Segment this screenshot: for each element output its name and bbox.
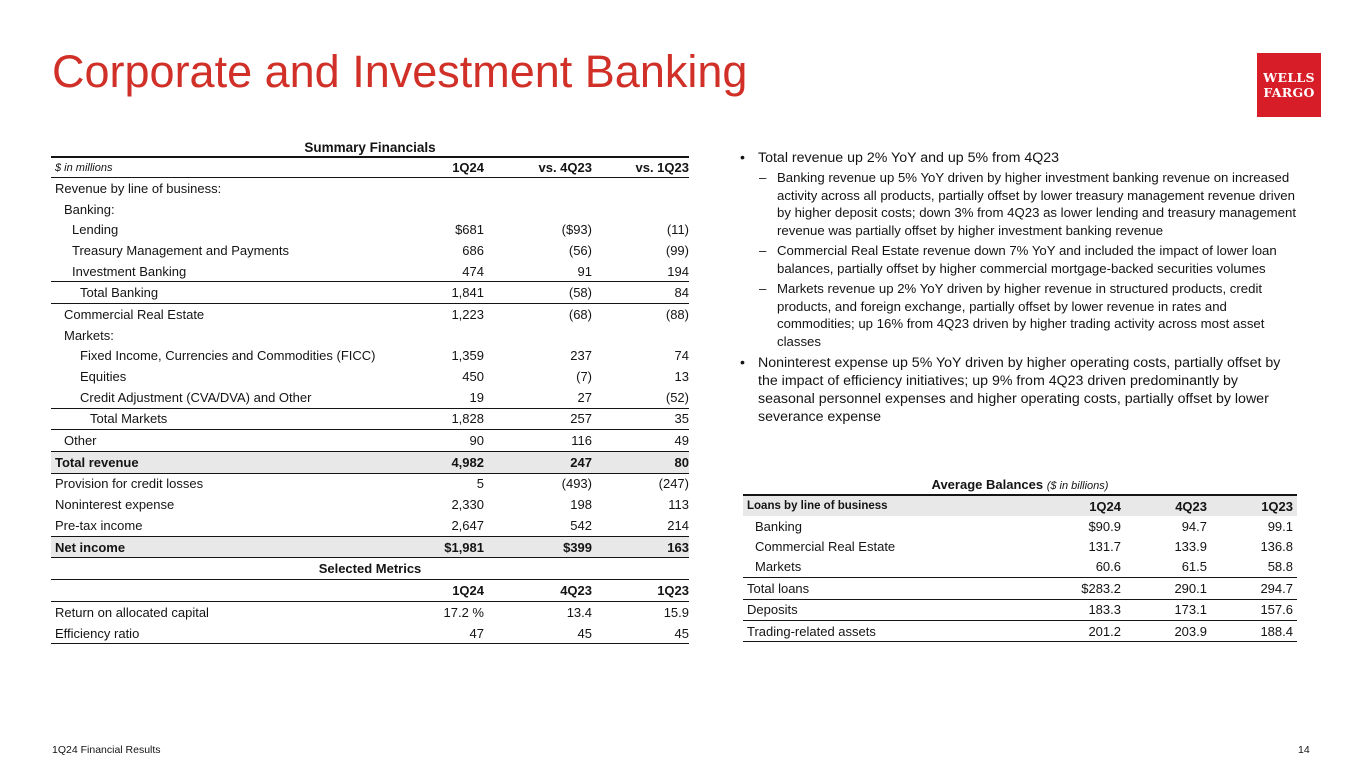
row-label: Deposits xyxy=(747,602,798,618)
cell-value: 58.8 xyxy=(1267,559,1293,575)
commentary-bullets xyxy=(738,149,1298,430)
cell-value: 173.1 xyxy=(1174,602,1207,618)
bullet-text: • Total revenue up 2% YoY and up 5% from 4Q23 xyxy=(758,150,1060,166)
cell-value: (99) xyxy=(665,242,689,258)
row-label: Efficiency ratio xyxy=(55,625,140,641)
cell-value: 157.6 xyxy=(1260,602,1293,618)
cell-value: (68) xyxy=(568,306,592,322)
cell-value: (58) xyxy=(568,285,592,301)
cell-value: 201.2 xyxy=(1088,623,1121,639)
cell-value: $283.2 xyxy=(1081,580,1121,596)
cell-value: (247) xyxy=(658,476,689,492)
cell-value: 136.8 xyxy=(1260,539,1293,555)
cell-value: 188.4 xyxy=(1260,623,1293,639)
row-label: Noninterest expense xyxy=(55,497,175,513)
average-balances-table xyxy=(743,476,1297,642)
col-header: vs. 1Q23 xyxy=(635,160,689,175)
col-header: 1Q23 xyxy=(1261,498,1293,514)
table-row xyxy=(51,240,689,261)
cell-value: 19 xyxy=(469,389,484,405)
logo-line-2: FARGO xyxy=(1263,85,1315,100)
cell-value: 74 xyxy=(674,348,689,364)
cell-value: 61.5 xyxy=(1181,559,1207,575)
cell-value: ($93) xyxy=(561,222,592,238)
table-row xyxy=(51,409,689,431)
net-income-row xyxy=(51,537,689,558)
row-label: Treasury Management and Payments xyxy=(72,242,290,258)
cell-value: 94.7 xyxy=(1181,518,1207,534)
cell-value: $681 xyxy=(455,222,484,238)
cell-value: 163 xyxy=(667,539,689,555)
table-row xyxy=(51,325,689,346)
cell-value: 1,223 xyxy=(451,306,484,322)
table-row xyxy=(51,474,689,495)
cell-value: 116 xyxy=(571,433,592,449)
cell-value: 686 xyxy=(462,242,484,258)
table-row xyxy=(743,621,1297,642)
cell-value: 80 xyxy=(674,454,689,470)
bullet-item xyxy=(738,149,1298,350)
cell-value: 474 xyxy=(462,263,484,279)
cell-value: 133.9 xyxy=(1174,539,1207,555)
cell-value: 2,330 xyxy=(451,497,484,513)
row-label: Total revenue xyxy=(55,454,139,470)
row-label: Return on allocated capital xyxy=(55,604,209,620)
cell-value: (88) xyxy=(665,306,689,322)
logo-line-1: WELLS xyxy=(1263,70,1315,85)
row-label: Markets: xyxy=(64,327,114,343)
cell-value: 90 xyxy=(469,433,484,449)
cell-value: (493) xyxy=(561,476,592,492)
cell-value: 203.9 xyxy=(1174,623,1207,639)
col-header: 1Q24 xyxy=(452,583,484,599)
cell-value: 49 xyxy=(674,433,689,449)
table-row xyxy=(51,178,689,199)
cell-value: 99.1 xyxy=(1267,518,1293,534)
table-row xyxy=(51,623,689,645)
cell-value: $399 xyxy=(563,539,592,555)
col-header: vs. 4Q23 xyxy=(538,160,592,175)
header-label: Loans by line of business xyxy=(747,500,888,512)
cell-value: 131.7 xyxy=(1088,539,1121,555)
table-row xyxy=(51,346,689,367)
row-label: Total loans xyxy=(747,580,810,596)
cell-value: 113 xyxy=(668,497,689,513)
wells-fargo-logo xyxy=(1257,53,1321,117)
row-label: Other xyxy=(64,433,97,449)
summary-financials-table xyxy=(51,140,689,644)
cell-value: (7) xyxy=(576,369,592,385)
cell-value: 450 xyxy=(462,369,484,385)
table-row xyxy=(51,387,689,409)
row-label: Trading-related assets xyxy=(747,623,876,639)
cell-value: 27 xyxy=(577,389,592,405)
row-label: Commercial Real Estate xyxy=(755,539,896,555)
balances-caption-title: Average Balances xyxy=(931,477,1044,492)
table-row xyxy=(743,557,1297,578)
total-revenue-row xyxy=(51,452,689,474)
cell-value: 84 xyxy=(674,285,689,301)
cell-value: (52) xyxy=(665,389,689,405)
row-label: Markets xyxy=(755,559,802,575)
page-number: 14 xyxy=(1298,744,1310,756)
row-label: Total Banking xyxy=(80,285,159,301)
cell-value: 35 xyxy=(674,411,689,427)
summary-header-row xyxy=(51,156,689,178)
bullet-text: • Noninterest expense up 5% YoY driven by higher operating costs, partially offset by the impact of efficiency initiatives; up 9% from 4Q23 driven predominantly by seasonal personnel expenses and higher operating costs, partially offset by lower severance expense xyxy=(758,355,1281,425)
table-row xyxy=(743,578,1297,599)
sub-bullet-item: – Commercial Real Estate revenue down 7% YoY and included the impact of lower loan balances, partially offset by higher commercial mortgage-backed securities volumes xyxy=(738,242,1298,277)
cell-value: 13 xyxy=(674,369,689,385)
table-row xyxy=(51,430,689,452)
row-label: Banking xyxy=(755,518,802,534)
cell-value: 183.3 xyxy=(1088,602,1121,618)
row-label: Fixed Income, Currencies and Commodities (FICC) xyxy=(80,348,376,364)
cell-value: $1,981 xyxy=(444,539,484,555)
table-row xyxy=(51,261,689,283)
sub-bullet-item: – Banking revenue up 5% YoY driven by higher investment banking revenue on increased activity across all products, partially offset by lower treasury management revenue driven by higher deposit costs; down 3% from 4Q23 as lower lending and treasury management revenue was partially offset by higher investment banking revenue xyxy=(738,169,1298,239)
bullet-item xyxy=(738,354,1298,426)
row-label: Lending xyxy=(72,222,119,238)
cell-value: 15.9 xyxy=(663,604,689,620)
table-row xyxy=(51,366,689,387)
col-header: 1Q24 xyxy=(1089,498,1121,514)
cell-value: 2,647 xyxy=(451,517,484,533)
cell-value: 214 xyxy=(667,517,689,533)
cell-value: 542 xyxy=(570,517,592,533)
cell-value: 91 xyxy=(577,263,592,279)
cell-value: (11) xyxy=(666,222,689,238)
col-header: 1Q23 xyxy=(657,583,689,599)
cell-value: 198 xyxy=(570,497,592,513)
units-label: $ in millions xyxy=(55,161,113,174)
page-title: Corporate and Investment Banking xyxy=(52,46,748,97)
row-label: Investment Banking xyxy=(72,263,187,279)
metrics-caption: Selected Metrics xyxy=(51,557,689,580)
balances-caption-units: ($ in billions) xyxy=(1046,480,1109,492)
cell-value: 294.7 xyxy=(1260,580,1293,596)
table-row xyxy=(51,304,689,325)
cell-value: 290.1 xyxy=(1174,580,1207,596)
cell-value: 237 xyxy=(570,348,592,364)
cell-value: 1,359 xyxy=(451,348,484,364)
row-label: Net income xyxy=(55,539,126,555)
cell-value: 1,828 xyxy=(451,411,484,427)
col-header: 1Q24 xyxy=(452,160,484,175)
table-row xyxy=(743,600,1297,621)
sub-bullet-item: – Markets revenue up 2% YoY driven by higher revenue in structured products, credit products, and foreign exchange, partially offset by lower revenue in rates and commodities; up 16% from 4Q23 driven by higher trading activity across most asset classes xyxy=(738,280,1298,350)
col-header: 4Q23 xyxy=(560,583,592,599)
cell-value: 1,841 xyxy=(451,285,484,301)
cell-value: 45 xyxy=(674,625,689,641)
table-row xyxy=(51,515,689,537)
metrics-header-row xyxy=(51,580,689,602)
row-label: Credit Adjustment (CVA/DVA) and Other xyxy=(80,389,312,405)
row-label: Pre-tax income xyxy=(55,517,143,533)
summary-caption: Summary Financials xyxy=(304,140,436,155)
cell-value: 5 xyxy=(476,476,484,492)
table-row xyxy=(51,602,689,623)
cell-value: 247 xyxy=(570,454,592,470)
table-row xyxy=(743,516,1297,536)
cell-value: 4,982 xyxy=(451,454,484,470)
cell-value: 47 xyxy=(469,625,484,641)
balances-header-row xyxy=(743,494,1297,516)
cell-value: 60.6 xyxy=(1095,559,1121,575)
row-label: Commercial Real Estate xyxy=(64,306,205,322)
col-header: 4Q23 xyxy=(1175,498,1207,514)
table-row xyxy=(743,536,1297,556)
table-row xyxy=(51,219,689,240)
table-row xyxy=(51,494,689,515)
row-label: Provision for credit losses xyxy=(55,476,204,492)
footer-text: 1Q24 Financial Results xyxy=(52,744,161,756)
row-label: Revenue by line of business: xyxy=(55,180,222,196)
row-label: Banking: xyxy=(64,201,115,217)
row-label: Equities xyxy=(80,369,127,385)
cell-value: 17.2 % xyxy=(443,604,484,620)
cell-value: (56) xyxy=(568,242,592,258)
row-label: Total Markets xyxy=(90,411,168,427)
cell-value: 13.4 xyxy=(566,604,592,620)
table-row xyxy=(51,282,689,304)
cell-value: $90.9 xyxy=(1088,518,1121,534)
cell-value: 194 xyxy=(667,263,689,279)
cell-value: 45 xyxy=(577,625,592,641)
table-row xyxy=(51,199,689,220)
cell-value: 257 xyxy=(570,411,592,427)
balances-caption xyxy=(743,476,1297,494)
